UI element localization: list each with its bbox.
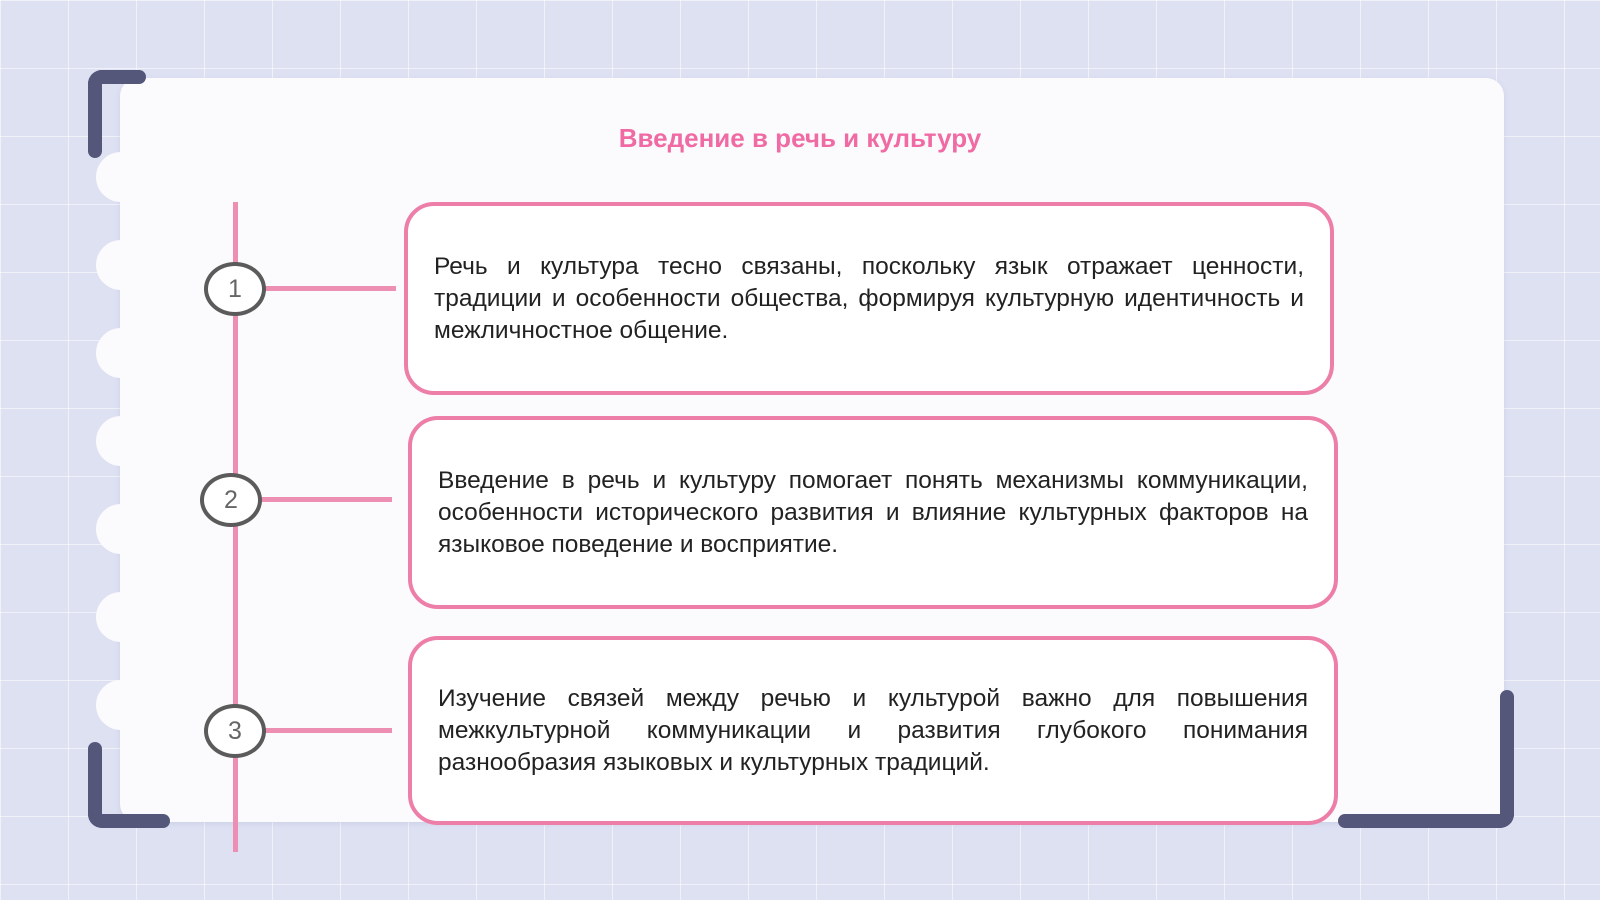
paper-scallop	[96, 504, 128, 554]
step-card-text: Введение в речь и культуру помогает понять механизмы коммуникации, особенности исторического развития и влияние культурных факторов на языковое поведение и восприятие.	[438, 466, 1308, 558]
frame-corner-bottom-right	[1500, 690, 1514, 828]
frame-corner-bottom-right	[1338, 814, 1514, 828]
paper-scallop	[96, 680, 128, 730]
slide-title: Введение в речь и культуру	[618, 123, 982, 153]
timeline-connector	[260, 497, 392, 502]
frame-corner-top-left	[88, 70, 102, 158]
timeline-connector	[262, 728, 392, 733]
step-number-badge: 2	[200, 473, 262, 527]
step-card	[408, 636, 1338, 825]
step-card	[408, 416, 1338, 609]
paper-scallop	[96, 152, 128, 202]
paper-scallop	[96, 416, 128, 466]
step-card-text: Изучение связей между речью и культурой важно для повышения межкультурной коммуникации и развития глубокого понимания разнообразия языковых и культурных традиций.	[438, 684, 1308, 776]
paper-scallop	[96, 328, 128, 378]
step-number-badge: 3	[204, 704, 266, 758]
step-number-badge: 1	[204, 262, 266, 316]
paper-scallop	[96, 240, 128, 290]
timeline-connector	[262, 286, 396, 291]
step-card-text: Речь и культура тесно связаны, поскольку язык отражает ценности, традиции и особенности общества, формируя культурную идентичность и межличностное общение.	[434, 252, 1304, 344]
step-card	[404, 202, 1334, 395]
paper-scallop	[96, 592, 128, 642]
frame-corner-bottom-left	[88, 814, 170, 828]
